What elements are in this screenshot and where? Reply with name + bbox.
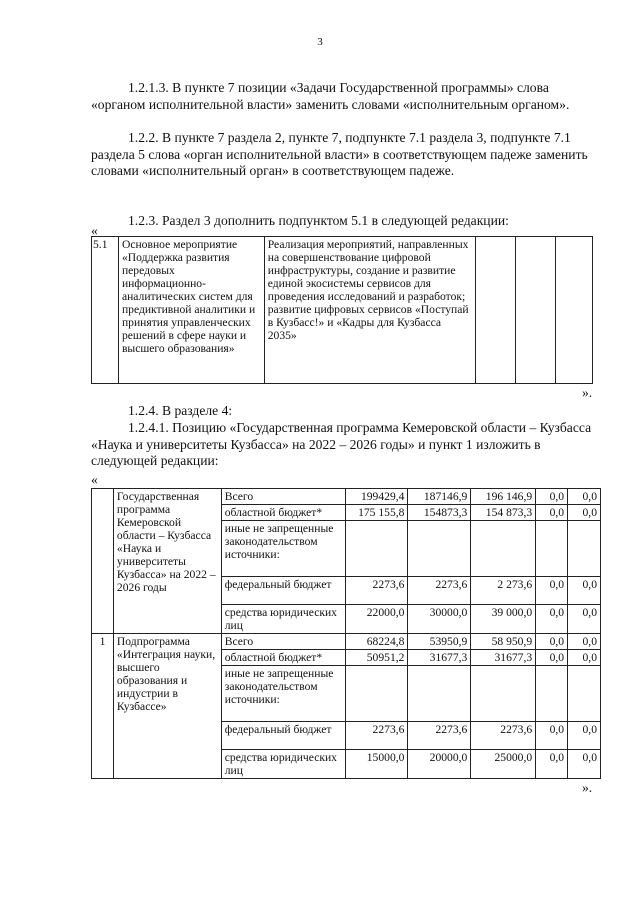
value-cell: 196 146,9 [471, 489, 536, 505]
value-cell: 0,0 [536, 489, 568, 505]
value-cell [408, 666, 471, 722]
value-cell: 0,0 [568, 489, 601, 505]
value-cell: 2273,6 [345, 722, 408, 750]
table-row [92, 489, 601, 505]
value-cell: 0,0 [568, 505, 601, 521]
value-cell [408, 521, 471, 577]
table-program-funding [91, 488, 601, 779]
block1-name: Государственная программа Кемеровской области – Кузбасса «Наука и университеты Кузбасса» на 2022 – 2026 годы [113, 489, 221, 634]
value-cell: 15000,0 [345, 750, 408, 779]
value-cell: 50951,2 [345, 650, 408, 666]
table-row [92, 634, 601, 650]
value-cell: 0,0 [536, 634, 568, 650]
value-cell: 0,0 [536, 505, 568, 521]
value-cell [568, 666, 601, 722]
row-label: федеральный бюджет [221, 577, 345, 605]
block2-name: Подпрограмма «Интеграция науки, высшего образования и индустрии в Кузбассе» [113, 634, 221, 779]
value-cell: 0,0 [568, 650, 601, 666]
block1-num [92, 489, 114, 634]
value-cell: 30000,0 [408, 605, 471, 634]
page-number: 3 [317, 36, 323, 48]
row-label: Всего [221, 489, 345, 505]
value-cell: 0,0 [536, 577, 568, 605]
value-cell [471, 666, 536, 722]
value-cell: 53950,9 [408, 634, 471, 650]
value-cell: 2273,6 [345, 577, 408, 605]
value-cell: 0,0 [536, 722, 568, 750]
paragraph-1-2-2: 1.2.2. В пункте 7 раздела 2, пункте 7, подпункте 7.1 раздела 3, подпункте 7.1 раздела 5 слова «орган исполнительной власти» в соответствующем падеже заменить словами «исполнительный орган» в соответствующем падеже. [91, 130, 588, 179]
value-cell: 22000,0 [345, 605, 408, 634]
table1-empty-cell [556, 237, 593, 384]
value-cell [345, 666, 408, 722]
close-quote: ». [582, 780, 593, 795]
value-cell: 2273,6 [408, 577, 471, 605]
block2-num: 1 [92, 634, 114, 779]
value-cell: 58 950,9 [471, 634, 536, 650]
value-cell: 0,0 [568, 634, 601, 650]
row-label: областной бюджет* [221, 505, 345, 521]
value-cell: 0,0 [568, 605, 601, 634]
row-label: областной бюджет* [221, 650, 345, 666]
value-cell: 0,0 [536, 650, 568, 666]
open-quote: « [91, 223, 98, 238]
value-cell: 31677,3 [471, 650, 536, 666]
table1-num: 5.1 [92, 237, 119, 384]
value-cell [536, 666, 568, 722]
table1-empty-cell [516, 237, 556, 384]
value-cell: 2273,6 [471, 722, 536, 750]
value-cell: 0,0 [568, 577, 601, 605]
value-cell: 0,0 [568, 722, 601, 750]
value-cell: 187146,9 [408, 489, 471, 505]
value-cell: 0,0 [536, 605, 568, 634]
value-cell: 0,0 [568, 750, 601, 779]
paragraph-1-2-4-1: 1.2.4.1. Позицию «Государственная программа Кемеровской области – Кузбасса «Наука и университеты Кузбасса» на 2022 – 2026 годы» и пункт 1 изложить в следующей редакции: [91, 420, 592, 469]
table1-event-description: Реализация мероприятий, направленных на совершенствование цифровой инфраструктуры, создание и развитие единой экосистемы сервисов для проведения исследований и разработок; развитие цифровых сервисов «Поступай в Кузбасс!» и «Кадры для Кузбасса 2035» [264, 237, 476, 384]
row-label: федеральный бюджет [221, 722, 345, 750]
row-label: средства юридических лиц [221, 605, 345, 634]
value-cell [471, 521, 536, 577]
value-cell [345, 521, 408, 577]
table1-empty-cell [476, 237, 516, 384]
open-quote: « [91, 472, 98, 487]
value-cell: 31677,3 [408, 650, 471, 666]
paragraph-1-2-1-3: 1.2.1.3. В пункте 7 позиции «Задачи Государственной программы» слова «органом исполнительной власти» заменить словами «исполнительным органом». [91, 80, 570, 112]
value-cell: 154873,3 [408, 505, 471, 521]
value-cell: 2273,6 [408, 722, 471, 750]
value-cell: 154 873,3 [471, 505, 536, 521]
row-label: иные не запрещенные законодательством источники: [221, 666, 345, 722]
value-cell: 68224,8 [345, 634, 408, 650]
value-cell [568, 521, 601, 577]
paragraph-1-2-3: 1.2.3. Раздел 3 дополнить подпунктом 5.1 в следующей редакции: [128, 213, 509, 228]
row-label: средства юридических лиц [221, 750, 345, 779]
value-cell: 2 273,6 [471, 577, 536, 605]
table-subitem-5-1 [91, 236, 593, 384]
value-cell: 175 155,8 [345, 505, 408, 521]
row-label: Всего [221, 634, 345, 650]
value-cell: 20000,0 [408, 750, 471, 779]
row-label: иные не запрещенные законодательством источники: [221, 521, 345, 577]
paragraph-1-2-4: 1.2.4. В разделе 4: [128, 403, 233, 418]
value-cell: 0,0 [536, 750, 568, 779]
table1-event-name: Основное мероприятие «Поддержка развития передовых информационно-аналитических систем для предиктивной аналитики и принятия управленческих решений в сфере науки и высшего образования» [118, 237, 264, 384]
value-cell: 39 000,0 [471, 605, 536, 634]
close-quote: ». [582, 385, 593, 400]
value-cell: 199429,4 [345, 489, 408, 505]
value-cell: 25000,0 [471, 750, 536, 779]
value-cell [536, 521, 568, 577]
